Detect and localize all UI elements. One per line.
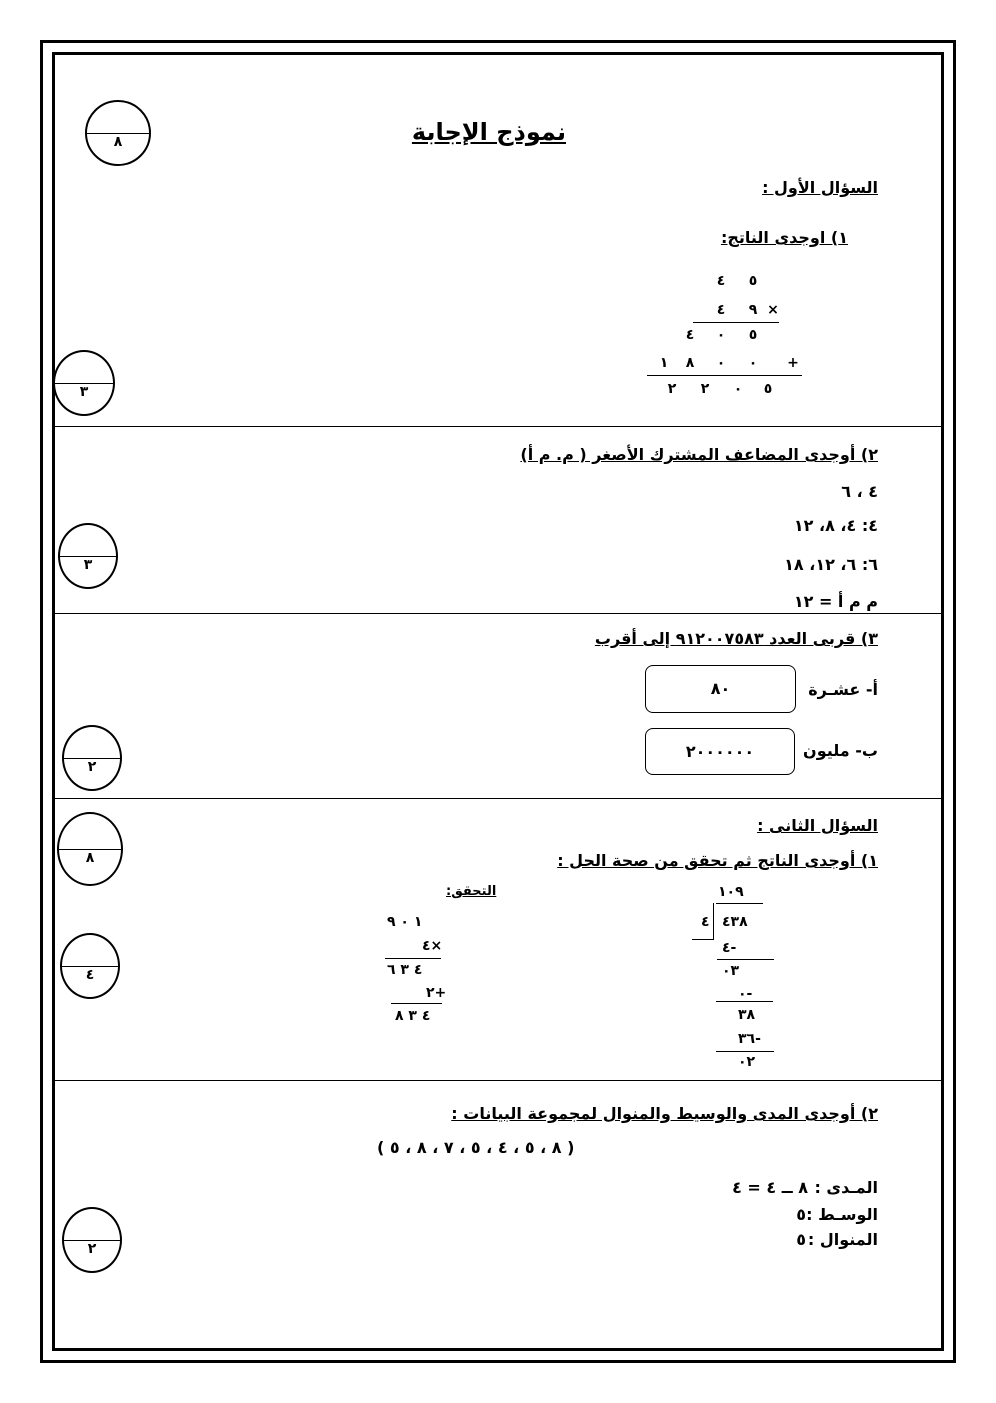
- check-multiplier: ×٤: [422, 938, 443, 954]
- median-label: الوسـط :: [806, 1205, 878, 1224]
- score-circle-q1-part1: [53, 350, 115, 416]
- lcm-multiples-6: ٦: ٦، ١٢، ١٨: [784, 555, 878, 574]
- division-step: -٠: [738, 986, 753, 1002]
- score-q1-part1: ٣: [79, 384, 89, 401]
- check-line: [391, 1003, 442, 1004]
- mult-digit: ٨: [685, 355, 695, 371]
- q2-part1-label: ١) أوجدى الناتج ثم تحقق من صحة الحل :: [557, 851, 878, 870]
- score-q1-total: ٨: [113, 134, 123, 151]
- division-bar: [716, 903, 763, 904]
- check-addend: +٢: [426, 985, 447, 1001]
- division-step: ٣٨: [738, 1007, 756, 1023]
- q2-part2-label: ٢) أوجدى المدى والوسيط والمنوال لمجموعة البيانات :: [451, 1104, 878, 1123]
- mult-digit: ٤: [716, 302, 726, 318]
- mult-digit: ٢: [700, 381, 710, 397]
- round-million-answer-box: [645, 728, 795, 775]
- mult-line: [693, 322, 779, 323]
- division-step: -٣٦: [738, 1031, 761, 1047]
- round-tens-answer-box: [645, 665, 796, 713]
- mode-value: ٥: [796, 1230, 806, 1249]
- mult-digit: ٠: [733, 381, 743, 397]
- section-divider: [52, 1080, 944, 1081]
- score-circle-q1: [85, 100, 151, 166]
- division-bracket: [713, 903, 714, 939]
- lcm-numbers: ٤ ، ٦: [841, 482, 878, 501]
- mode-label: المنوال :: [807, 1230, 878, 1249]
- round-tens-label: أ- عشـرة: [808, 680, 878, 699]
- score-q1-part3: ٢: [87, 759, 97, 776]
- lcm-result: م م أ = ١٢: [793, 592, 878, 611]
- range-value: ٨ ــ ٤ = ٤: [732, 1178, 808, 1197]
- mult-digit: ٠: [748, 355, 758, 371]
- q1-part2-label: ٢) أوجدى المضاعف المشترك الأصغر ( م. م أ): [520, 445, 878, 464]
- division-dividend: ٤٣٨: [722, 914, 748, 930]
- q2-heading: السؤال الثانى :: [757, 816, 878, 835]
- division-line: [716, 1001, 773, 1002]
- check-label: التحقق:: [446, 884, 497, 899]
- score-circle-q1-part3: [62, 725, 122, 791]
- round-million-label: ب- مليون: [803, 741, 878, 760]
- division-step: -٤: [722, 940, 737, 956]
- data-set: ( ٨ ، ٥ ، ٤ ، ٥ ، ٧ ، ٨ ، ٥ ): [377, 1138, 575, 1157]
- check-result: ٤ ٣ ٨: [395, 1008, 431, 1024]
- score-circle-q2: [57, 812, 123, 886]
- score-circle-q2-part1: [60, 933, 120, 999]
- multiply-sign: ×: [767, 302, 779, 318]
- mult-digit: ٢: [667, 381, 677, 397]
- score-q1-part2: ٣: [83, 557, 93, 574]
- mult-digit: ٩: [748, 302, 758, 318]
- range-label: المـدى :: [814, 1178, 878, 1197]
- division-remainder: ٠٢: [738, 1054, 756, 1070]
- division-line: [716, 1051, 774, 1052]
- section-divider: [52, 426, 944, 427]
- section-divider: [52, 613, 944, 614]
- section-divider: [52, 798, 944, 799]
- check-product: ٤ ٣ ٦: [387, 962, 423, 978]
- q1-heading: السؤال الأول :: [762, 178, 878, 197]
- check-multiplicand: ١ ٠ ٩: [387, 914, 423, 930]
- score-q2-total: ٨: [85, 850, 95, 867]
- mult-digit: ٥: [763, 381, 773, 397]
- division-bracket-base: [692, 939, 714, 940]
- plus-sign: +: [787, 355, 799, 371]
- check-line: [385, 958, 441, 959]
- score-circle-q1-part2: [58, 523, 118, 589]
- round-tens-value: ٨٠: [710, 679, 731, 698]
- division-divisor: ٤: [701, 914, 710, 930]
- q1-part3-label: ٣) قربى العدد ٩١٢٠٠٧٥٨٣ إلى أقرب: [594, 629, 878, 648]
- score-q2-part1: ٤: [85, 967, 95, 984]
- division-line: [717, 959, 774, 960]
- mult-digit: ٤: [716, 273, 726, 289]
- mult-digit: ٥: [748, 327, 758, 343]
- score-circle-q2-part2: [62, 1207, 122, 1273]
- mult-digit: ٥: [748, 273, 758, 289]
- round-million-value: ٢٠٠٠٠٠٠: [685, 742, 755, 761]
- page-title: نموذج الإجابة: [411, 118, 566, 146]
- mult-digit: ١: [659, 355, 669, 371]
- mult-digit: ٠: [716, 355, 726, 371]
- division-step: ٠٣: [722, 963, 740, 979]
- mult-digit: ٤: [685, 327, 695, 343]
- lcm-multiples-4: ٤: ٤، ٨، ١٢: [793, 516, 878, 535]
- q1-part1-label: ١) اوجدى الناتج:: [720, 228, 848, 247]
- sum-line: [647, 375, 802, 376]
- median-value: ٥: [796, 1205, 806, 1224]
- division-quotient: ١٠٩: [718, 884, 744, 900]
- mult-digit: ٠: [716, 327, 726, 343]
- score-q2-part2: ٢: [87, 1241, 97, 1258]
